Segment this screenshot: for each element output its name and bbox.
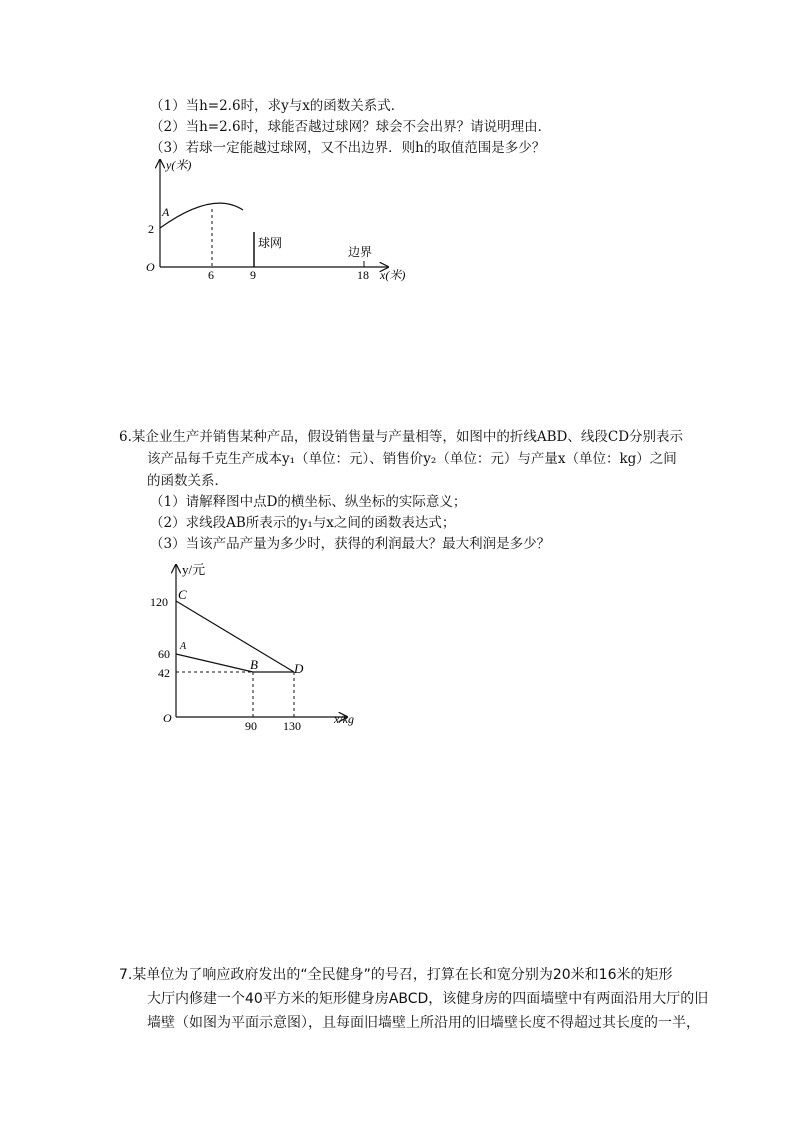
q6-part3: （3）当该产品产量为多少时，获得的利润最大？最大利润是多少？: [150, 536, 551, 552]
q5-trajectory: [160, 203, 243, 228]
q5-x-tick-18: 18: [357, 268, 369, 282]
q6-origin: O: [163, 711, 172, 725]
q6-segment-cd: [176, 601, 294, 672]
q5-origin: O: [146, 260, 155, 274]
q6-y-label: y/元: [182, 562, 206, 577]
q5-point-a: A: [162, 205, 170, 219]
q6-y-tick-60: 60: [158, 647, 170, 661]
q6-point-b: B: [250, 657, 258, 672]
q6-stem-line2: 该产品每千克生产成本y₁（单位：元）、销售价y₂（单位：元）与产量x（单位：kg）之间: [147, 451, 677, 467]
q6-segment-ab: [176, 654, 253, 672]
q6-point-d: D: [294, 661, 304, 676]
q6-x-label: x/kg: [334, 712, 354, 726]
q6-stem-line3: 的函数关系．: [147, 473, 228, 489]
q6-part2: （2）求线段AB所表示的y₁与x之间的函数表达式；: [150, 515, 456, 531]
q5-x-label: x(米): [380, 268, 406, 282]
q5-part1: （1）当h=2.6时，求y与x的函数关系式．: [150, 98, 405, 114]
q5-part3: （3）若球一定能越过球网，又不出边界．则h的取值范围是多少？: [150, 140, 546, 156]
q7-stem-line3: 墙壁（如图为平面示意图），且每面旧墙壁上所沿用的旧墙壁长度不得超过其长度的一半，: [147, 1015, 700, 1031]
q6-part1: （1）请解释图中点D的横坐标、纵坐标的实际意义；: [150, 494, 467, 510]
q5-part2: （2）当h=2.6时，球能否越过球网？球会不会出界？请说明理由．: [150, 119, 552, 135]
q5-net-label: 球网: [258, 236, 283, 250]
q5-boundary-label: 边界: [348, 245, 373, 259]
q7-stem-line2: 大厅内修建一个40平方米的矩形健身房ABCD，该健身房的四面墙壁中有两面沿用大厅的旧: [147, 991, 709, 1007]
q6-figure: [140, 555, 380, 735]
q6-x-tick-130: 130: [283, 719, 301, 733]
q6-x-tick-90: 90: [245, 719, 257, 733]
q5-y-tick: 2: [148, 222, 154, 236]
q5-x-tick-9: 9: [250, 268, 256, 282]
q6-y-tick-42: 42: [158, 666, 170, 680]
q6-y-tick-120: 120: [150, 595, 168, 609]
q5-x-tick-6: 6: [208, 268, 214, 282]
q5-y-label: y(米): [166, 158, 192, 172]
q6-point-c: C: [178, 587, 187, 602]
q7-stem-line1: 7.某单位为了响应政府发出的“全民健身”的号召，打算在长和宽分别为20米和16米的矩形: [119, 967, 673, 983]
q6-point-a: A: [180, 641, 187, 652]
q6-stem-line1: 6.某企业生产并销售某种产品，假设销售量与产量相等，如图中的折线ABD、线段CD分别表示: [119, 429, 684, 445]
q5-figure: [140, 150, 430, 290]
